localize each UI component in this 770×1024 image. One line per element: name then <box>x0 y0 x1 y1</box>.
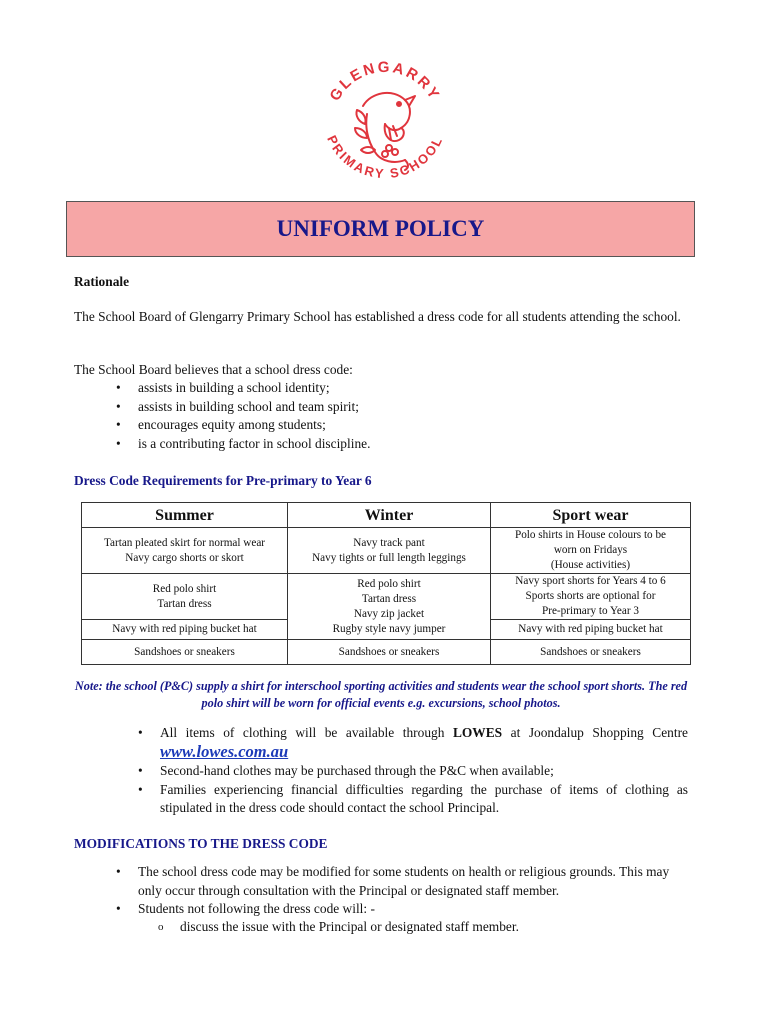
dress-code-table <box>81 502 691 665</box>
table-row <box>82 528 691 574</box>
table-row <box>82 640 691 665</box>
table-cell: Red polo shirt Tartan dress <box>82 574 288 620</box>
belief-list <box>114 379 674 453</box>
list-item: • The school dress code may be modified for some students on health or religious grounds. This may only occur through consultation with the Principal or designated staff member. <box>114 863 690 900</box>
logo-top-text: GLENGARRY <box>326 58 444 104</box>
column-header-winter: Winter <box>288 503 491 528</box>
column-header-summer: Summer <box>82 503 288 528</box>
table-cell: Red polo shirt Tartan dress Navy zip jacket Rugby style navy jumper <box>288 574 491 640</box>
table-cell: Sandshoes or sneakers <box>491 640 691 665</box>
list-item: • Students not following the dress code will: - <box>114 900 690 919</box>
dress-code-heading: Dress Code Requirements for Pre-primary to Year 6 <box>74 473 372 488</box>
table-cell: Navy track pant Navy tights or full length leggings <box>288 528 491 574</box>
list-item: • All items of clothing will be available through LOWES at Joondalup Shopping Centre www.lowes.com.au <box>136 724 688 762</box>
column-header-sport: Sport wear <box>491 503 691 528</box>
supply-info-list <box>136 724 688 818</box>
logo-bottom-text: PRIMARY SCHOOL <box>324 132 446 182</box>
list-item: • assists in building a school identity; <box>114 379 674 398</box>
table-cell: Tartan pleated skirt for normal wear Navy cargo shorts or skort <box>82 528 288 574</box>
modifications-list <box>114 863 690 919</box>
title-banner <box>66 201 695 257</box>
table-cell: Navy with red piping bucket hat <box>491 620 691 640</box>
rationale-paragraph: The School Board of Glengarry Primary School has established a dress code for all students attending the school. <box>74 309 681 324</box>
table-header-row <box>82 503 691 528</box>
uniform-note: Note: the school (P&C) supply a shirt for interschool sporting activities and students wear the school sport shorts. The red polo shirt will be worn for official events e.g. excursions, school photos. <box>74 679 688 710</box>
dress-code-belief-intro: The School Board believes that a school dress code: <box>74 362 353 377</box>
list-item: • encourages equity among students; <box>114 416 674 435</box>
lowes-website-link[interactable]: www.lowes.com.au <box>160 741 289 761</box>
list-item: • Families experiencing financial difficulties regarding the purchase of items of clothing as stipulated in the dress code should contact the school Principal. <box>136 781 688 818</box>
table-cell: Navy with red piping bucket hat <box>82 620 288 640</box>
table-row <box>82 574 691 620</box>
table-cell: Polo shirts in House colours to be worn on Fridays (House activities) <box>491 528 691 574</box>
page-title: UNIFORM POLICY <box>276 216 485 241</box>
table-cell: Navy sport shorts for Years 4 to 6 Sports shorts are optional for Pre-primary to Year 3 <box>491 574 691 620</box>
table-cell: Sandshoes or sneakers <box>82 640 288 665</box>
modifications-heading: MODIFICATIONS TO THE DRESS CODE <box>74 836 328 851</box>
list-item: • Second-hand clothes may be purchased through the P&C when available; <box>136 762 688 781</box>
rationale-heading: Rationale <box>74 274 130 289</box>
modifications-sublist <box>156 918 676 937</box>
list-item: • assists in building school and team spirit; <box>114 398 674 417</box>
supplier-name: LOWES <box>452 725 503 740</box>
school-logo <box>305 44 465 204</box>
table-cell: Sandshoes or sneakers <box>288 640 491 665</box>
list-item: • is a contributing factor in school discipline. <box>114 435 674 454</box>
list-item: o discuss the issue with the Principal or designated staff member. <box>156 918 676 937</box>
